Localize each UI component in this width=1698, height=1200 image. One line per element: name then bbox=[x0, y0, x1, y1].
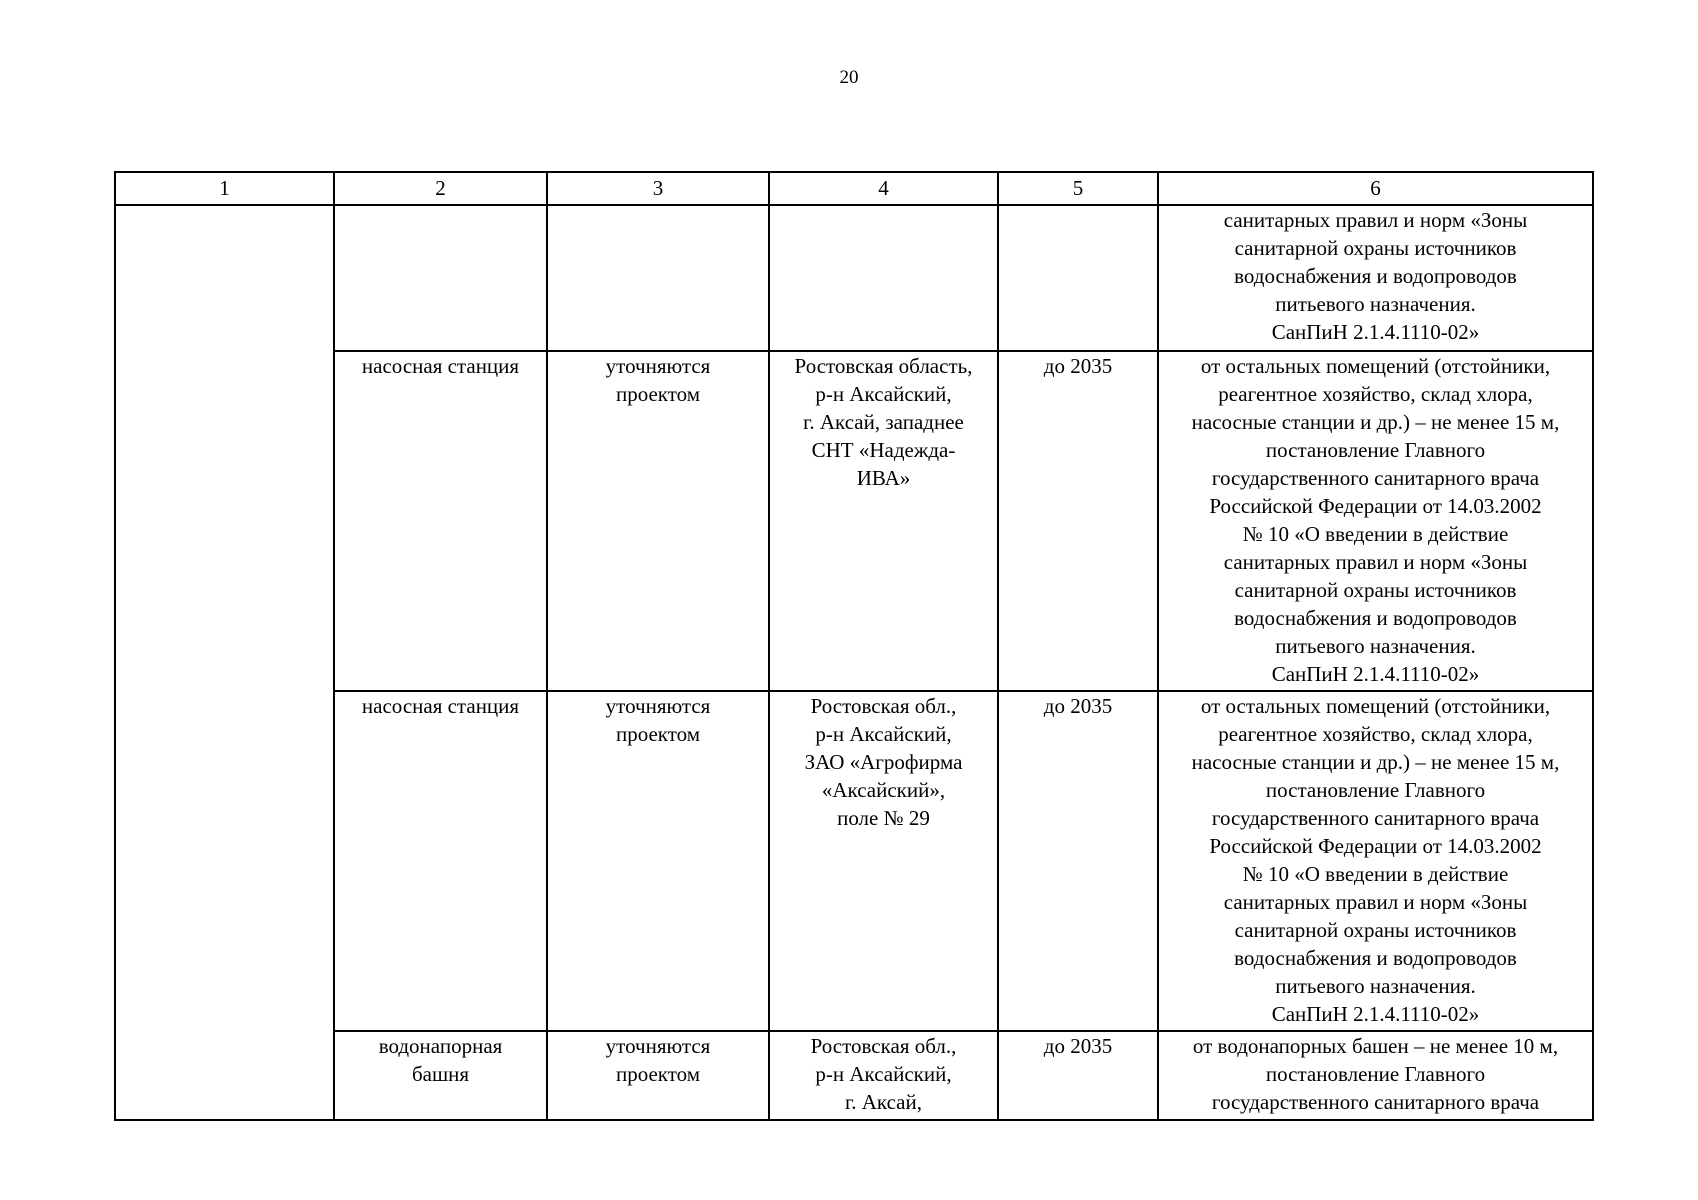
cell-text-line: Российской Федерации от 14.03.2002 bbox=[1209, 834, 1542, 858]
cell-col-2 bbox=[334, 691, 547, 1031]
cell-text-line: проектом bbox=[615, 382, 701, 406]
header-row bbox=[115, 172, 1593, 205]
cell-col-4 bbox=[769, 1031, 998, 1120]
cell-col-3 bbox=[547, 691, 769, 1031]
cell-text-line: СанПиН 2.1.4.1110-02» bbox=[1271, 320, 1480, 344]
cell-text-line: санитарной охраны источников bbox=[1234, 578, 1517, 602]
cell-text-line: проектом bbox=[615, 722, 701, 746]
cell-text-line: № 10 «О введении в действие bbox=[1242, 862, 1509, 886]
header-col-5: 5 bbox=[998, 172, 1158, 205]
cell-text-line: Российской Федерации от 14.03.2002 bbox=[1209, 494, 1542, 518]
cell-text-line: уточняются bbox=[605, 694, 711, 718]
cell-text-line: № 10 «О введении в действие bbox=[1242, 522, 1509, 546]
cell-text-line: государственного санитарного врача bbox=[1211, 1090, 1540, 1114]
cell-text-line: Ростовская обл., bbox=[810, 1034, 957, 1058]
header-col-3: 3 bbox=[547, 172, 769, 205]
cell-text-line: г. Аксай, bbox=[845, 1090, 922, 1114]
cell-text-line: водоснабжения и водопроводов bbox=[1234, 264, 1517, 288]
cell-text-line: санитарной охраны источников bbox=[1234, 236, 1517, 260]
cell-text-line: питьевого назначения. bbox=[1275, 634, 1476, 658]
header-col-2: 2 bbox=[334, 172, 547, 205]
cell-text-line: СНТ «Надежда- bbox=[811, 438, 956, 462]
cell-text-line: ЗАО «Агрофирма bbox=[804, 750, 963, 774]
cell-text-line: СанПиН 2.1.4.1110-02» bbox=[1271, 662, 1480, 686]
cell-text-line: насосные станции и др.) – не менее 15 м, bbox=[1191, 410, 1560, 434]
cell-text-line: насосная станция bbox=[361, 694, 520, 718]
cell-text-line: г. Аксай, западнее bbox=[803, 410, 964, 434]
cell-text-line: уточняются bbox=[605, 1034, 711, 1058]
cell-text-line: реагентное хозяйство, склад хлора, bbox=[1218, 382, 1533, 406]
cell-col-6 bbox=[1158, 351, 1593, 691]
table-row bbox=[115, 351, 1593, 691]
cell-col-3 bbox=[547, 1031, 769, 1120]
cell-text-line: р-н Аксайский, bbox=[815, 382, 952, 406]
cell-text-line: питьевого назначения. bbox=[1275, 974, 1476, 998]
cell-col-1 bbox=[115, 205, 334, 1120]
table-row bbox=[115, 691, 1593, 1031]
cell-text-line: постановление Главного bbox=[1265, 778, 1486, 802]
cell-text-line: водоснабжения и водопроводов bbox=[1234, 606, 1517, 630]
header-col-1: 1 bbox=[115, 172, 334, 205]
cell-text-line: Ростовская область, bbox=[794, 354, 973, 378]
cell-text-line: р-н Аксайский, bbox=[815, 722, 952, 746]
cell-text-line: постановление Главного bbox=[1265, 438, 1486, 462]
cell-text-line: р-н Аксайский, bbox=[815, 1062, 952, 1086]
cell-text-line: башня bbox=[411, 1062, 470, 1086]
objects-table bbox=[114, 171, 1594, 1121]
cell-text-line: питьевого назначения. bbox=[1275, 292, 1476, 316]
cell-col-3 bbox=[547, 205, 769, 351]
cell-col-5 bbox=[998, 351, 1158, 691]
cell-text-line: санитарных правил и норм «Зоны bbox=[1223, 208, 1528, 232]
cell-text-line: СанПиН 2.1.4.1110-02» bbox=[1271, 1002, 1480, 1026]
cell-col-2 bbox=[334, 1031, 547, 1120]
cell-text-line: поле № 29 bbox=[837, 806, 930, 830]
cell-col-3 bbox=[547, 351, 769, 691]
cell-col-6 bbox=[1158, 205, 1593, 351]
cell-text-line: государственного санитарного врача bbox=[1211, 466, 1540, 490]
cell-text-line: санитарных правил и норм «Зоны bbox=[1223, 890, 1528, 914]
cell-text-line: насосные станции и др.) – не менее 15 м, bbox=[1191, 750, 1560, 774]
cell-col-4 bbox=[769, 205, 998, 351]
cell-col-2 bbox=[334, 351, 547, 691]
cell-col-6 bbox=[1158, 1031, 1593, 1120]
cell-text-line: постановление Главного bbox=[1265, 1062, 1486, 1086]
header-col-4: 4 bbox=[769, 172, 998, 205]
cell-text-line: проектом bbox=[615, 1062, 701, 1086]
cell-text-line: санитарных правил и норм «Зоны bbox=[1223, 550, 1528, 574]
cell-text-line: до 2035 bbox=[1043, 1034, 1113, 1058]
cell-text-line: от водонапорных башен – не менее 10 м, bbox=[1192, 1034, 1559, 1058]
table-row bbox=[115, 1031, 1593, 1120]
cell-text-line: ИВА» bbox=[856, 466, 911, 490]
cell-text-line: от остальных помещений (отстойники, bbox=[1200, 354, 1551, 378]
cell-text-line: реагентное хозяйство, склад хлора, bbox=[1218, 722, 1533, 746]
cell-text-line: уточняются bbox=[605, 354, 711, 378]
cell-text-line: водонапорная bbox=[378, 1034, 503, 1058]
cell-col-5 bbox=[998, 205, 1158, 351]
cell-col-2 bbox=[334, 205, 547, 351]
cell-text-line: санитарной охраны источников bbox=[1234, 918, 1517, 942]
cell-text-line: государственного санитарного врача bbox=[1211, 806, 1540, 830]
table-row bbox=[115, 205, 1593, 351]
cell-text-line: «Аксайский», bbox=[821, 778, 946, 802]
header-col-6: 6 bbox=[1158, 172, 1593, 205]
cell-col-4 bbox=[769, 351, 998, 691]
cell-text-line: водоснабжения и водопроводов bbox=[1234, 946, 1517, 970]
cell-text-line: от остальных помещений (отстойники, bbox=[1200, 694, 1551, 718]
cell-text-line: насосная станция bbox=[361, 354, 520, 378]
cell-text-line: до 2035 bbox=[1043, 694, 1113, 718]
cell-col-5 bbox=[998, 1031, 1158, 1120]
cell-col-6 bbox=[1158, 691, 1593, 1031]
cell-col-5 bbox=[998, 691, 1158, 1031]
cell-text-line: Ростовская обл., bbox=[810, 694, 957, 718]
cell-col-4 bbox=[769, 691, 998, 1031]
page-number: 20 bbox=[839, 67, 859, 88]
cell-text-line: до 2035 bbox=[1043, 354, 1113, 378]
